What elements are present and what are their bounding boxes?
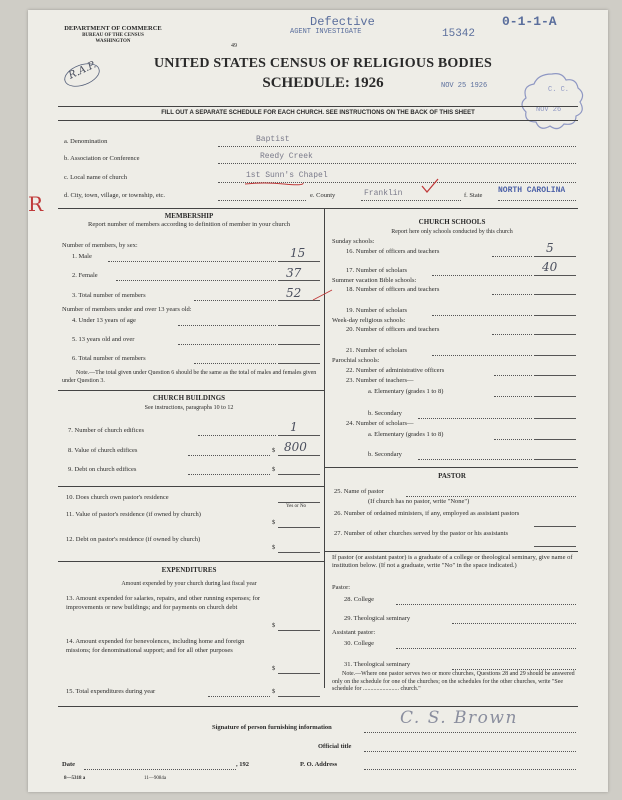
buildings-mid-rule <box>58 486 324 487</box>
seal-text-top: C. C. <box>548 86 570 94</box>
agent-investigate-stamp: AGENT INVESTIGATE <box>290 28 362 36</box>
q16-answer-line <box>534 256 576 257</box>
q25-note: (If church has no pastor, write "None") <box>368 498 470 505</box>
po-address-line <box>364 769 576 770</box>
q21-label: 21. Number of scholars <box>346 347 408 354</box>
denomination-line <box>218 146 576 147</box>
q8-value[interactable]: 800 <box>284 440 307 454</box>
q5-answer-line <box>278 344 320 345</box>
expenditures-heading: EXPENDITURES <box>161 566 217 574</box>
q5-leader <box>178 344 276 345</box>
q19-label: 19. Number of scholars <box>346 307 408 314</box>
q29-label: 29. Theological seminary <box>344 615 411 622</box>
q23b-leader <box>418 418 532 419</box>
q9-answer-line <box>278 474 320 475</box>
q1-leader <box>108 261 276 262</box>
header-rule-bottom <box>58 120 578 121</box>
q2-answer-line <box>278 280 320 281</box>
q9-dollar: $ <box>272 466 276 473</box>
q16-label: 16. Number of officers and teachers <box>346 248 440 255</box>
pastor-heading: PASTOR <box>438 472 466 480</box>
header-rule-top <box>58 106 578 107</box>
schedule-year: SCHEDULE: 1926 <box>262 75 384 91</box>
q18-label: 18. Number of officers and teachers <box>346 286 440 293</box>
q18-answer-line <box>534 294 576 295</box>
q14-dollar: $ <box>272 665 276 672</box>
q7-value[interactable]: 1 <box>290 420 298 434</box>
q23a-leader <box>494 396 532 397</box>
q13-label: 13. Amount expended for salaries, repairs, and other running expenses; for improvements or new buildings; and for payments on church debt <box>66 595 261 611</box>
code-stamp: 0-1-1-A <box>502 14 557 29</box>
initials-circle <box>62 62 102 88</box>
q19-leader <box>432 315 532 316</box>
bureau-name: BUREAU OF THE CENSUS <box>82 33 144 38</box>
expenditures-sub: Amount expended by your church during last fiscal year <box>121 581 257 587</box>
county-line <box>361 200 461 201</box>
pastor-mid-rule <box>324 551 578 552</box>
q4-label: 4. Under 13 years of age <box>72 317 136 324</box>
q22-label: 22. Number of administrative officers <box>346 367 445 374</box>
q17-value[interactable]: 40 <box>542 260 558 274</box>
date-received-stamp: NOV 25 1926 <box>441 82 488 90</box>
official-title-label: Official title <box>318 743 352 750</box>
q24b-label: b. Secondary <box>368 451 402 458</box>
state-value[interactable]: NORTH CAROLINA <box>498 186 566 195</box>
seal-stamp <box>516 70 588 134</box>
q27-label: 27. Number of other churches served by the pastor or his assistants <box>334 530 509 537</box>
po-address-label: P. O. Address <box>300 761 338 768</box>
q16-leader <box>492 256 532 257</box>
q12-answer-line <box>278 552 320 553</box>
q23b-answer-line <box>534 418 576 419</box>
city-line <box>218 200 306 201</box>
q20-answer-line <box>534 334 576 335</box>
red-check-mark <box>420 177 440 195</box>
parochial-schools-label: Parochial schools: <box>332 357 380 364</box>
members-by-sex-label: Number of members, by sex: <box>62 242 138 249</box>
q27-answer-line <box>534 546 576 547</box>
q6-label: 6. Total number of members <box>72 355 146 362</box>
graduate-note: If pastor (or assistant pastor) is a graduate of a college or theological seminary, give name of institution below. (If not a graduate, write "No" in the space indicated.) <box>332 554 573 569</box>
q24a-leader <box>494 439 532 440</box>
q8-leader <box>188 455 270 456</box>
date-label: Date <box>62 761 75 768</box>
q8-label: 8. Value of church edifices <box>68 447 138 454</box>
q1-male-label: 1. Male <box>72 253 92 260</box>
q3-total-value[interactable]: 52 <box>286 286 302 300</box>
census-schedule-sheet <box>28 10 608 792</box>
signature-value[interactable]: C. S. Brown <box>400 708 518 728</box>
section-rule <box>58 208 578 209</box>
q4-answer-line <box>278 325 320 326</box>
q17-answer-line <box>534 275 576 276</box>
county-value[interactable]: Franklin <box>364 189 403 198</box>
q25-answer-line <box>406 496 576 497</box>
buildings-rule <box>58 390 324 391</box>
church-name-label: c. Local name of church <box>64 174 127 181</box>
q24b-leader <box>418 459 532 460</box>
q12-label: 12. Debt on pastor's residence (if owned by church) <box>66 536 201 543</box>
q13-dollar: $ <box>272 622 276 629</box>
print-code: 11—9084a <box>144 776 167 781</box>
seal-text-bottom: NOV 26 <box>536 106 562 114</box>
q6-leader <box>194 363 276 364</box>
q14-label: 14. Amount expended for benevolences, including home and foreign missions; for denominational support; and for all other purposes <box>66 638 245 654</box>
schools-heading: CHURCH SCHOOLS <box>418 218 486 226</box>
q23a-answer-line <box>534 396 576 397</box>
q2-leader <box>116 280 276 281</box>
signature-line <box>364 732 576 733</box>
q25-label: 25. Name of pastor <box>334 488 384 495</box>
q23-label: 23. Number of teachers— <box>346 377 414 384</box>
bureau-city: WASHINGTON <box>95 39 131 44</box>
red-tick-q3 <box>312 288 334 302</box>
pastor-note: Note.—Where one pastor serves two or more churches, Questions 28 and 29 should be answered only on the schedule for one of the churches; on the schedules for the other churches, write "See schedule for ........................ church." <box>332 671 575 692</box>
q23b-label: b. Secondary <box>368 410 402 417</box>
defective-stamp: Defective <box>310 15 375 29</box>
q23a-label: a. Elementary (grades 1 to 8) <box>368 388 444 395</box>
q19-answer-line <box>534 315 576 316</box>
q9-leader <box>188 474 270 475</box>
assistant-sub-label: Assistant pastor: <box>332 629 376 636</box>
association-line <box>218 163 576 164</box>
q2-female-label: 2. Female <box>72 272 98 279</box>
q24b-answer-line <box>534 459 576 460</box>
date-year: , 192 <box>236 761 249 768</box>
q8-answer-line <box>278 455 320 456</box>
church-name-value[interactable]: 1st Sunn's Chapel <box>246 171 328 180</box>
q7-leader <box>198 435 276 436</box>
q24-label: 24. Number of scholars— <box>346 420 414 427</box>
sunday-schools-label: Sunday schools: <box>332 238 375 245</box>
q22-answer-line <box>534 375 576 376</box>
q31-label: 31. Theological seminary <box>344 661 411 668</box>
q31-answer-line <box>452 669 576 670</box>
q6-answer-line <box>278 363 320 364</box>
form-code: 8—5318 a <box>64 776 86 781</box>
q11-dollar: $ <box>272 519 276 526</box>
q8-dollar: $ <box>272 447 276 454</box>
pastor-sub-label: Pastor: <box>332 584 351 591</box>
city-label: d. City, town, village, or township, etc. <box>64 192 166 199</box>
q28-answer-line <box>396 604 576 605</box>
q3-total-label: 3. Total number of members <box>72 292 146 299</box>
q21-answer-line <box>534 355 576 356</box>
q16-value[interactable]: 5 <box>546 241 554 255</box>
q28-label: 28. College <box>344 596 374 603</box>
form-title: UNITED STATES CENSUS OF RELIGIOUS BODIES <box>153 56 492 71</box>
q18-leader <box>492 294 532 295</box>
association-value[interactable]: Reedy Creek <box>260 152 313 161</box>
signature-label: Signature of person furnishing information <box>212 724 332 731</box>
q10-label: 10. Does church own pastor's residence <box>66 494 169 501</box>
q7-label: 7. Number of church edifices <box>68 427 144 434</box>
denomination-value[interactable]: Baptist <box>256 135 290 144</box>
q24a-answer-line <box>534 439 576 440</box>
state-line <box>498 200 576 201</box>
q10-yes-no: Yes or No <box>286 504 307 509</box>
summer-schools-label: Summer vacation Bible schools: <box>332 277 417 284</box>
county-label: e. County <box>310 192 336 199</box>
q26-answer-line <box>534 526 576 527</box>
association-label: b. Association or Conference <box>64 155 140 162</box>
denomination-label: a. Denomination <box>64 138 108 145</box>
q12-dollar: $ <box>272 544 276 551</box>
q11-answer-line <box>278 527 320 528</box>
buildings-heading: CHURCH BUILDINGS <box>152 394 226 402</box>
department-name: DEPARTMENT OF COMMERCE <box>64 25 162 32</box>
initials-mark: R.A.P. <box>67 59 98 82</box>
q15-answer-line <box>278 696 320 697</box>
schedule-number-stamp: 15342 <box>442 28 476 40</box>
red-r-mark: R <box>28 192 44 216</box>
q20-leader <box>492 334 532 335</box>
q30-answer-line <box>396 648 576 649</box>
official-title-line <box>364 751 576 752</box>
q10-answer-line <box>278 502 320 503</box>
footer-rule <box>58 706 578 707</box>
q14-answer-line <box>278 673 320 674</box>
q17-label: 17. Number of scholars <box>346 267 408 274</box>
q22-leader <box>494 375 532 376</box>
members-by-age-label: Number of members under and over 13 years old: <box>62 306 192 313</box>
q21-leader <box>432 355 532 356</box>
expenditures-rule <box>58 561 324 562</box>
q20-label: 20. Number of officers and teachers <box>346 326 440 333</box>
column-divider <box>324 208 325 688</box>
date-line <box>84 769 236 770</box>
schools-sub: Report here only schools conducted by this church <box>391 229 513 235</box>
q7-answer-line <box>278 435 320 436</box>
q17-leader <box>432 275 532 276</box>
pastor-rule <box>324 467 578 468</box>
membership-note: Note.—The total given under Question 6 should be the same as the total of males and females given under Question 3. <box>62 370 317 384</box>
q1-answer-line <box>278 261 320 262</box>
state-label: f. State <box>464 192 483 199</box>
membership-intro: Report number of members according to definition of member in your church <box>88 221 290 228</box>
q24a-label: a. Elementary (grades 1 to 8) <box>368 431 444 438</box>
instruction-line: FILL OUT A SEPARATE SCHEDULE FOR EACH CHURCH. SEE INSTRUCTIONS ON THE BACK OF THIS SHEET <box>161 110 475 116</box>
membership-heading: MEMBERSHIP <box>164 212 214 220</box>
q13-answer-line <box>278 630 320 631</box>
buildings-sub: See instructions, paragraphs 10 to 12 <box>144 405 234 411</box>
form-number: 49 <box>231 43 237 49</box>
q30-label: 30. College <box>344 640 374 647</box>
q3-leader <box>194 300 276 301</box>
q15-label: 15. Total expenditures during year <box>66 688 156 695</box>
weekday-schools-label: Week-day religious schools: <box>332 317 406 324</box>
q11-label: 11. Value of pastor's residence (if owned by church) <box>66 511 201 518</box>
red-underline <box>244 181 304 187</box>
q1-male-value[interactable]: 15 <box>290 246 306 260</box>
q15-dollar: $ <box>272 688 276 695</box>
q29-answer-line <box>452 623 576 624</box>
q9-label: 9. Debt on church edifices <box>68 466 137 473</box>
q15-leader <box>208 696 270 697</box>
q5-label: 5. 13 years old and over <box>72 336 135 343</box>
q4-leader <box>178 325 276 326</box>
q26-label: 26. Number of ordained ministers, if any, employed as assistant pastors <box>334 510 520 517</box>
q2-female-value[interactable]: 37 <box>286 266 302 280</box>
